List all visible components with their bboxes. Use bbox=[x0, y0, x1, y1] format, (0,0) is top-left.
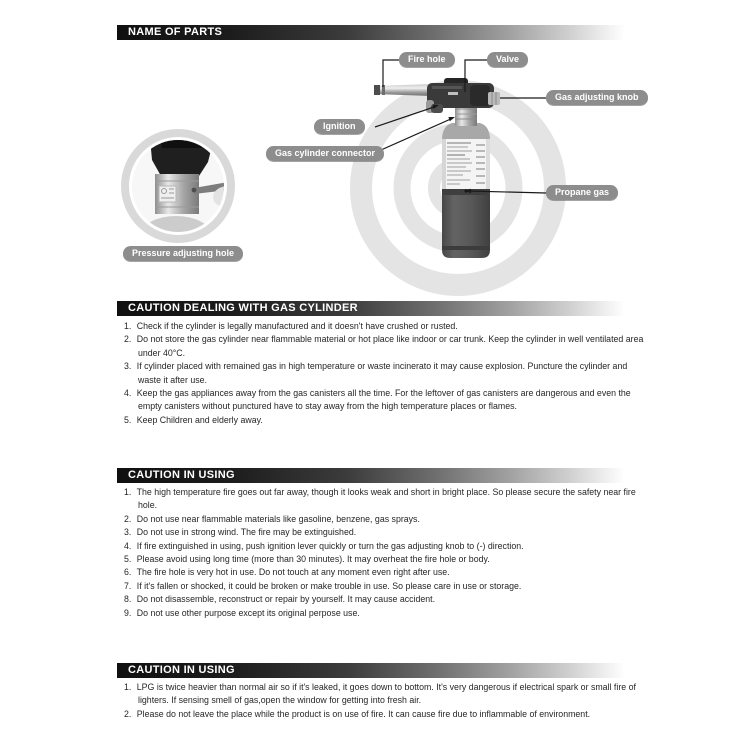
part-label-gas-adjusting-knob: Gas adjusting knob bbox=[546, 90, 648, 105]
caution-gas-cylinder-header-bar bbox=[117, 301, 630, 316]
caution-in-using-2-title: CAUTION IN USING bbox=[128, 664, 235, 676]
caution-item: 2. Do not use near flammable materials like gasoline, benzene, gas sprays. bbox=[124, 513, 420, 524]
caution-item: 9. Do not use other purpose except its original perpose use. bbox=[124, 607, 360, 618]
caution-item: 1. Check if the cylinder is legally manufactured and it doesn't have crushed or rusted. bbox=[124, 321, 458, 331]
caution-in-using-list bbox=[124, 486, 646, 620]
caution-in-using-header-bar bbox=[117, 468, 630, 483]
part-label-valve: Valve bbox=[487, 52, 528, 67]
caution-item: 7. If it's fallen or shocked, it could be broken or make trouble in use. So please care in use or storage. bbox=[124, 580, 522, 591]
part-label-propane-gas: Propane gas bbox=[546, 185, 618, 200]
caution-item: 4. Keep the gas appliances away from the gas canisters all the time. For the leftover of gas canisters are dangerous and even the empty canisters without punctured have to stay away from the high temperature places or flames. bbox=[124, 388, 631, 412]
pressure-hole-inset-photo bbox=[125, 133, 244, 256]
caution-item: 4. If fire extinguished in using, push ignition lever quickly or turn the gas adjusting knob to (-) direction. bbox=[124, 540, 524, 551]
part-label-gas-cylinder-connector: Gas cylinder connector bbox=[266, 146, 384, 161]
caution-item: 5. Keep Children and elderly away. bbox=[124, 414, 263, 425]
part-label-fire-hole: Fire hole bbox=[399, 52, 455, 67]
caution-gas-cylinder-list bbox=[124, 320, 646, 427]
caution-item: 2. Do not store the gas cylinder near flammable material or hot place like indoor or car trunk. Keep the cylinder in well ventilated area under 40°C. bbox=[124, 334, 644, 358]
caution-item: 6. The fire hole is very hot in use. Do not touch at any moment even right after use. bbox=[124, 567, 450, 578]
gas-adjusting-knob-part bbox=[488, 92, 500, 105]
caution-item: 1. The high temperature fire goes out far away, though it looks weak and short in bright place. So please secure the safety near fire hole. bbox=[124, 487, 636, 511]
caution-in-using-title: CAUTION IN USING bbox=[128, 469, 235, 481]
caution-item: 3. Do not use in strong wind. The fire may be extinguished. bbox=[124, 527, 357, 538]
caution-item: 8. Do not disassemble, reconstruct or repair by yourself. It may cause accident. bbox=[124, 594, 436, 605]
caution-item: 3. If cylinder placed with remained gas in high temperature or waste incinerato it may cause explosion. Puncture the cylinder and waste it after use. bbox=[124, 361, 628, 385]
name-of-parts-title: NAME OF PARTS bbox=[128, 26, 223, 38]
part-label-ignition: Ignition bbox=[314, 119, 365, 134]
caution-item: 2. Please do not leave the place while the product is on use of fire. It can cause fire due to inflammable of environment. bbox=[124, 708, 591, 719]
caution-in-using-2-list bbox=[124, 681, 646, 721]
part-label-pressure-adjusting-hole: Pressure adjusting hole bbox=[123, 246, 243, 261]
caution-in-using-2-header-bar bbox=[117, 663, 630, 678]
caution-gas-cylinder-title: CAUTION DEALING WITH GAS CYLINDER bbox=[128, 302, 358, 314]
caution-item: 5. Please avoid using long time (more than 30 minutes). It may overheat the fire hole or body. bbox=[124, 554, 490, 565]
caution-item: 1. LPG is twice heavier than normal air so if it's leaked, it goes down to bottom. It's very dangerous if electrical spark or small fire of lighters. If sensing smell of gas,open the window for getting into fresh air. bbox=[124, 682, 636, 706]
